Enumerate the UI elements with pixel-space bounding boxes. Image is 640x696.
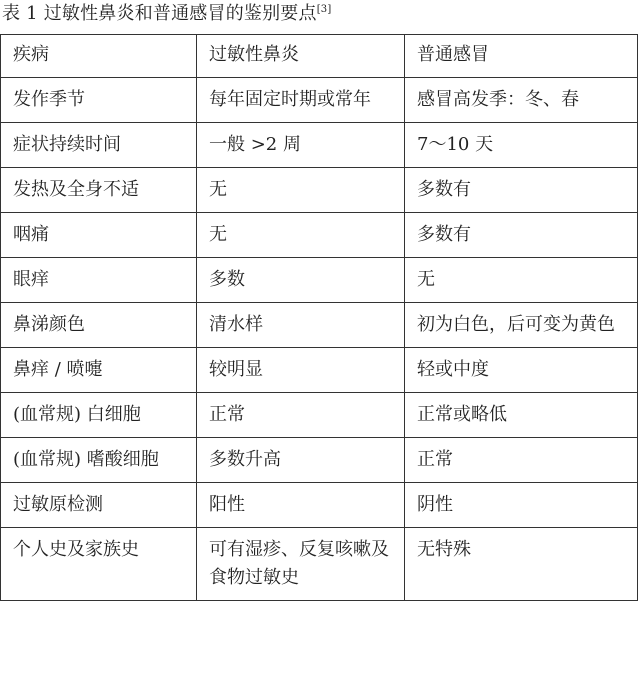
common-cold-cell: 感冒高发季：冬、春	[405, 78, 638, 123]
header-cell-common-cold: 普通感冒	[405, 35, 638, 78]
row-label: (血常规) 嗜酸细胞	[1, 438, 197, 483]
allergic-rhinitis-cell: 可有湿疹、反复咳嗽及食物过敏史	[197, 528, 405, 601]
row-label: 鼻涕颜色	[1, 303, 197, 348]
table-row	[1, 438, 638, 483]
row-label: (血常规) 白细胞	[1, 393, 197, 438]
allergic-rhinitis-cell: 每年固定时期或常年	[197, 78, 405, 123]
row-label: 咽痛	[1, 213, 197, 258]
allergic-rhinitis-cell: 一般 >2 周	[197, 123, 405, 168]
row-label: 眼痒	[1, 258, 197, 303]
table-row	[1, 393, 638, 438]
citation-ref: [3]	[316, 4, 332, 15]
table-row	[1, 258, 638, 303]
row-label: 个人史及家族史	[1, 528, 197, 601]
table-row	[1, 213, 638, 258]
table-row	[1, 528, 638, 601]
header-cell-disease: 疾病	[1, 35, 197, 78]
table-row	[1, 483, 638, 528]
common-cold-cell: 7～10 天	[405, 123, 638, 168]
allergic-rhinitis-cell: 正常	[197, 393, 405, 438]
table-row	[1, 168, 638, 213]
common-cold-cell: 阴性	[405, 483, 638, 528]
caption-text: 表 1 过敏性鼻炎和普通感冒的鉴别要点	[2, 3, 317, 24]
allergic-rhinitis-cell: 阳性	[197, 483, 405, 528]
table-row	[1, 123, 638, 168]
header-cell-allergic-rhinitis: 过敏性鼻炎	[197, 35, 405, 78]
row-label: 症状持续时间	[1, 123, 197, 168]
allergic-rhinitis-cell: 无	[197, 213, 405, 258]
row-label: 鼻痒 / 喷嚏	[1, 348, 197, 393]
table-caption	[2, 3, 331, 25]
allergic-rhinitis-cell: 无	[197, 168, 405, 213]
common-cold-cell: 正常	[405, 438, 638, 483]
common-cold-cell: 无特殊	[405, 528, 638, 601]
table-row	[1, 78, 638, 123]
comparison-table	[0, 34, 638, 601]
allergic-rhinitis-cell: 多数升高	[197, 438, 405, 483]
table-header-row	[1, 35, 638, 78]
common-cold-cell: 正常或略低	[405, 393, 638, 438]
table-row	[1, 303, 638, 348]
allergic-rhinitis-cell: 较明显	[197, 348, 405, 393]
common-cold-cell: 无	[405, 258, 638, 303]
common-cold-cell: 多数有	[405, 168, 638, 213]
common-cold-cell: 轻或中度	[405, 348, 638, 393]
allergic-rhinitis-cell: 清水样	[197, 303, 405, 348]
row-label: 过敏原检测	[1, 483, 197, 528]
table-row	[1, 348, 638, 393]
common-cold-cell: 多数有	[405, 213, 638, 258]
row-label: 发热及全身不适	[1, 168, 197, 213]
allergic-rhinitis-cell: 多数	[197, 258, 405, 303]
common-cold-cell: 初为白色，后可变为黄色	[405, 303, 638, 348]
row-label: 发作季节	[1, 78, 197, 123]
